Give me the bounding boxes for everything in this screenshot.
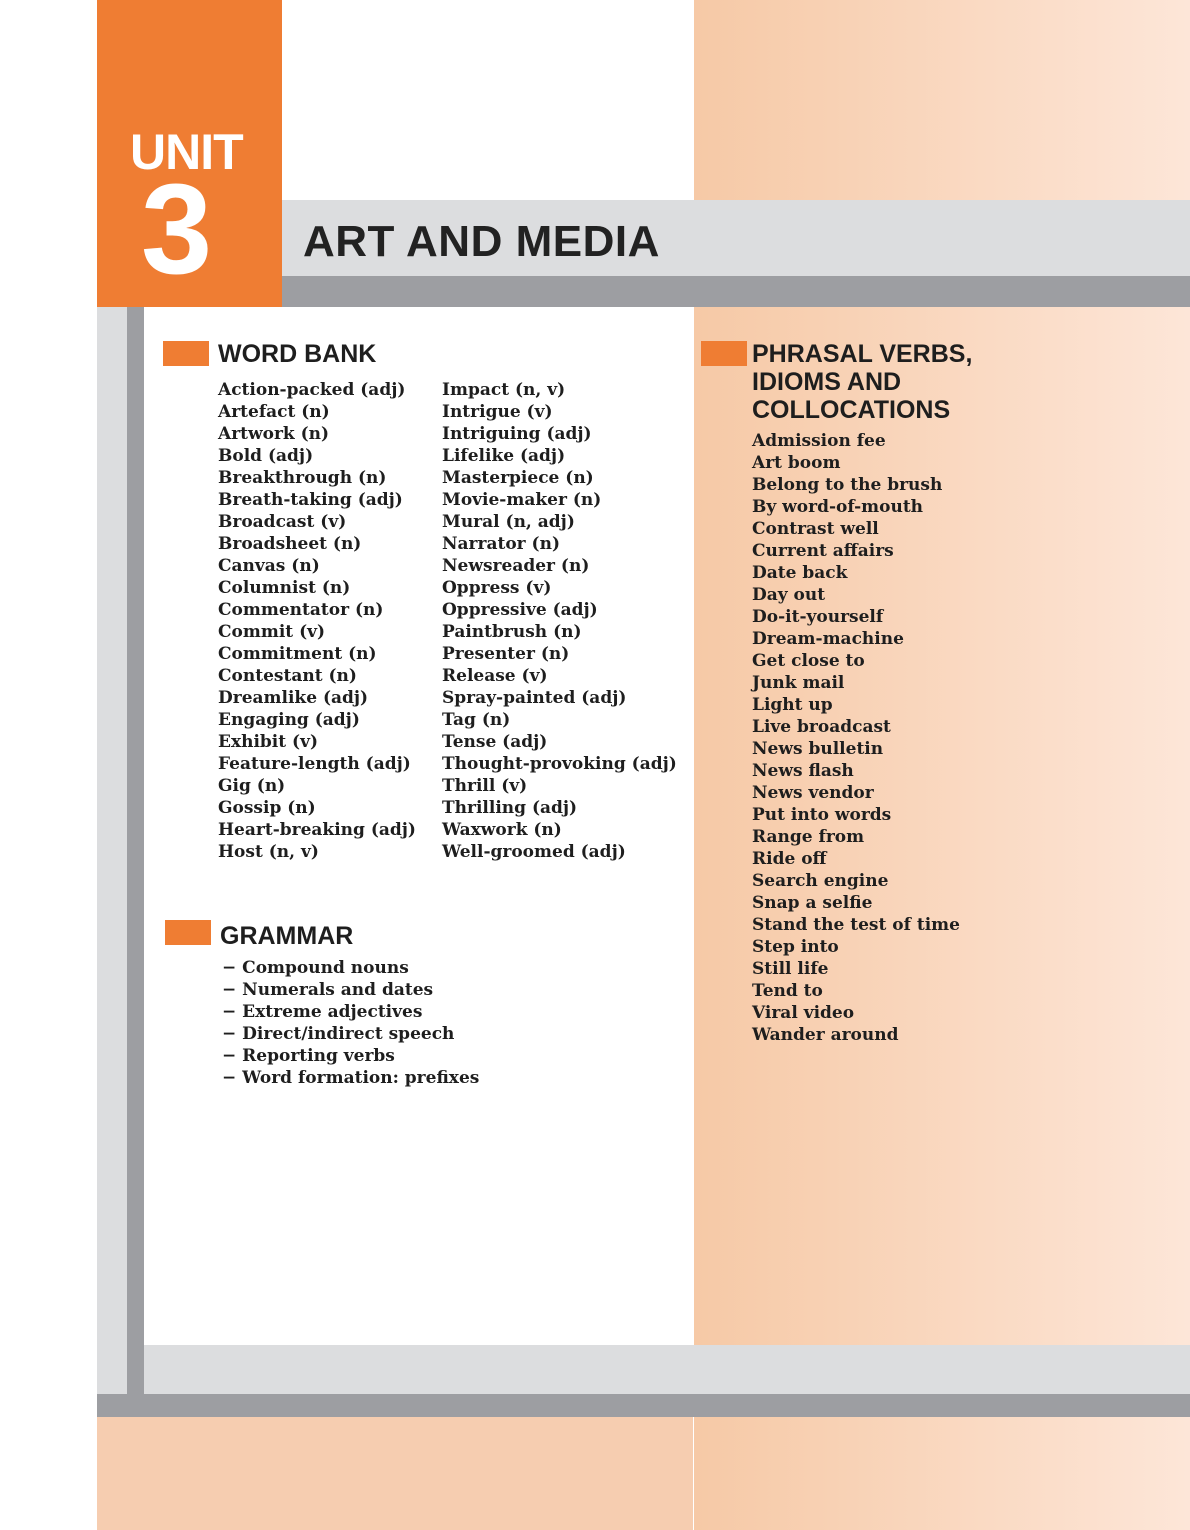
list-item: Admission fee xyxy=(752,431,886,451)
list-item: Heart-breaking (adj) xyxy=(218,820,416,840)
phrasal-marker xyxy=(701,341,747,366)
list-item: Newsreader (n) xyxy=(442,556,590,576)
list-item: News vendor xyxy=(752,783,874,803)
list-item: Step into xyxy=(752,937,839,957)
list-item: Gossip (n) xyxy=(218,798,316,818)
list-item: Feature-length (adj) xyxy=(218,754,411,774)
list-item: Wander around xyxy=(752,1025,899,1045)
list-item: Intriguing (adj) xyxy=(442,424,592,444)
list-item: Ride off xyxy=(752,849,827,869)
word-bank-column-2 xyxy=(442,379,677,863)
phrasal-heading-line-3: COLLOCATIONS xyxy=(752,396,951,424)
list-item: Tense (adj) xyxy=(442,732,548,752)
list-item: − Numerals and dates xyxy=(222,979,479,1001)
list-item: Contrast well xyxy=(752,519,879,539)
list-item: Release (v) xyxy=(442,666,548,686)
list-item: Still life xyxy=(752,959,829,979)
list-item: Broadsheet (n) xyxy=(218,534,362,554)
list-item: Dream-machine xyxy=(752,629,904,649)
list-item: Columnist (n) xyxy=(218,578,351,598)
list-item: Commit (v) xyxy=(218,622,326,642)
list-item: News bulletin xyxy=(752,739,884,759)
list-item: Impact (n, v) xyxy=(442,380,566,400)
list-item: Breath-taking (adj) xyxy=(218,490,403,510)
bottom-grey-band xyxy=(144,1345,1190,1394)
list-item: Artefact (n) xyxy=(218,402,330,422)
list-item: − Compound nouns xyxy=(222,957,479,979)
list-item: Presenter (n) xyxy=(442,644,570,664)
list-item: Dreamlike (adj) xyxy=(218,688,369,708)
list-item: Commitment (n) xyxy=(218,644,377,664)
page-title: ART AND MEDIA xyxy=(303,217,660,266)
list-item: Day out xyxy=(752,585,826,605)
list-item: Masterpiece (n) xyxy=(442,468,594,488)
footer-peach-right xyxy=(694,1417,1190,1530)
list-item: Lifelike (adj) xyxy=(442,446,566,466)
list-item: Live broadcast xyxy=(752,717,891,737)
list-item: Gig (n) xyxy=(218,776,286,796)
unit-label: UNIT xyxy=(130,124,243,180)
list-item: Waxwork (n) xyxy=(442,820,562,840)
word-bank-column-1 xyxy=(218,379,416,863)
list-item: Broadcast (v) xyxy=(218,512,347,532)
grammar-marker xyxy=(165,920,211,945)
phrasal-heading-line-2: IDIOMS AND xyxy=(752,368,902,396)
list-item: Thought-provoking (adj) xyxy=(442,754,677,774)
list-item: Art boom xyxy=(752,453,841,473)
list-item: News flash xyxy=(752,761,854,781)
list-item: By word-of-mouth xyxy=(752,497,924,517)
list-item: Engaging (adj) xyxy=(218,710,360,730)
list-item: Canvas (n) xyxy=(218,556,320,576)
list-item: Bold (adj) xyxy=(218,446,314,466)
list-item: Thrilling (adj) xyxy=(442,798,578,818)
unit-number: 3 xyxy=(141,158,213,301)
list-item: Search engine xyxy=(752,871,889,891)
list-item: Thrill (v) xyxy=(442,776,528,796)
bottom-dark-band xyxy=(97,1394,1190,1417)
list-item: Movie-maker (n) xyxy=(442,490,602,510)
list-item: Spray-painted (adj) xyxy=(442,688,627,708)
phrasal-heading xyxy=(752,340,972,424)
list-item: Oppressive (adj) xyxy=(442,600,598,620)
list-item: − Direct/indirect speech xyxy=(222,1023,479,1045)
list-item: Put into words xyxy=(752,805,892,825)
list-item: Intrigue (v) xyxy=(442,402,553,422)
list-item: Contestant (n) xyxy=(218,666,357,686)
list-item: Current affairs xyxy=(752,541,894,561)
list-item: Narrator (n) xyxy=(442,534,560,554)
list-item: Artwork (n) xyxy=(218,424,330,444)
grammar-heading: GRAMMAR xyxy=(220,922,354,950)
list-item: Breakthrough (n) xyxy=(218,468,387,488)
list-item: Range from xyxy=(752,827,865,847)
left-grey-bar xyxy=(97,307,127,1394)
list-item: Mural (n, adj) xyxy=(442,512,575,532)
list-item: Exhibit (v) xyxy=(218,732,318,752)
list-item: Light up xyxy=(752,695,833,715)
phrasal-list xyxy=(752,430,960,1046)
list-item: Viral video xyxy=(752,1003,855,1023)
list-item: Tag (n) xyxy=(442,710,511,730)
phrasal-heading-line-1: PHRASAL VERBS, xyxy=(752,340,973,368)
list-item: Junk mail xyxy=(752,673,845,693)
list-item: Paintbrush (n) xyxy=(442,622,582,642)
list-item: Tend to xyxy=(752,981,823,1001)
list-item: Do-it-yourself xyxy=(752,607,884,627)
list-item: Get close to xyxy=(752,651,865,671)
title-band-shadow xyxy=(282,276,1190,307)
list-item: Well-groomed (adj) xyxy=(442,842,626,862)
list-item: Oppress (v) xyxy=(442,578,552,598)
list-item: Host (n, v) xyxy=(218,842,319,862)
list-item: Stand the test of time xyxy=(752,915,960,935)
list-item: Commentator (n) xyxy=(218,600,384,620)
list-item: Belong to the brush xyxy=(752,475,943,495)
footer-peach-left xyxy=(97,1417,693,1530)
list-item: Action-packed (adj) xyxy=(218,380,406,400)
grammar-list xyxy=(222,957,479,1089)
list-item: Snap a selfie xyxy=(752,893,873,913)
list-item: − Extreme adjectives xyxy=(222,1001,479,1023)
word-bank-heading: WORD BANK xyxy=(218,340,377,368)
list-item: − Word formation: prefixes xyxy=(222,1067,479,1089)
left-dark-bar xyxy=(127,307,144,1394)
list-item: − Reporting verbs xyxy=(222,1045,479,1067)
list-item: Date back xyxy=(752,563,848,583)
word-bank-marker xyxy=(163,341,209,366)
